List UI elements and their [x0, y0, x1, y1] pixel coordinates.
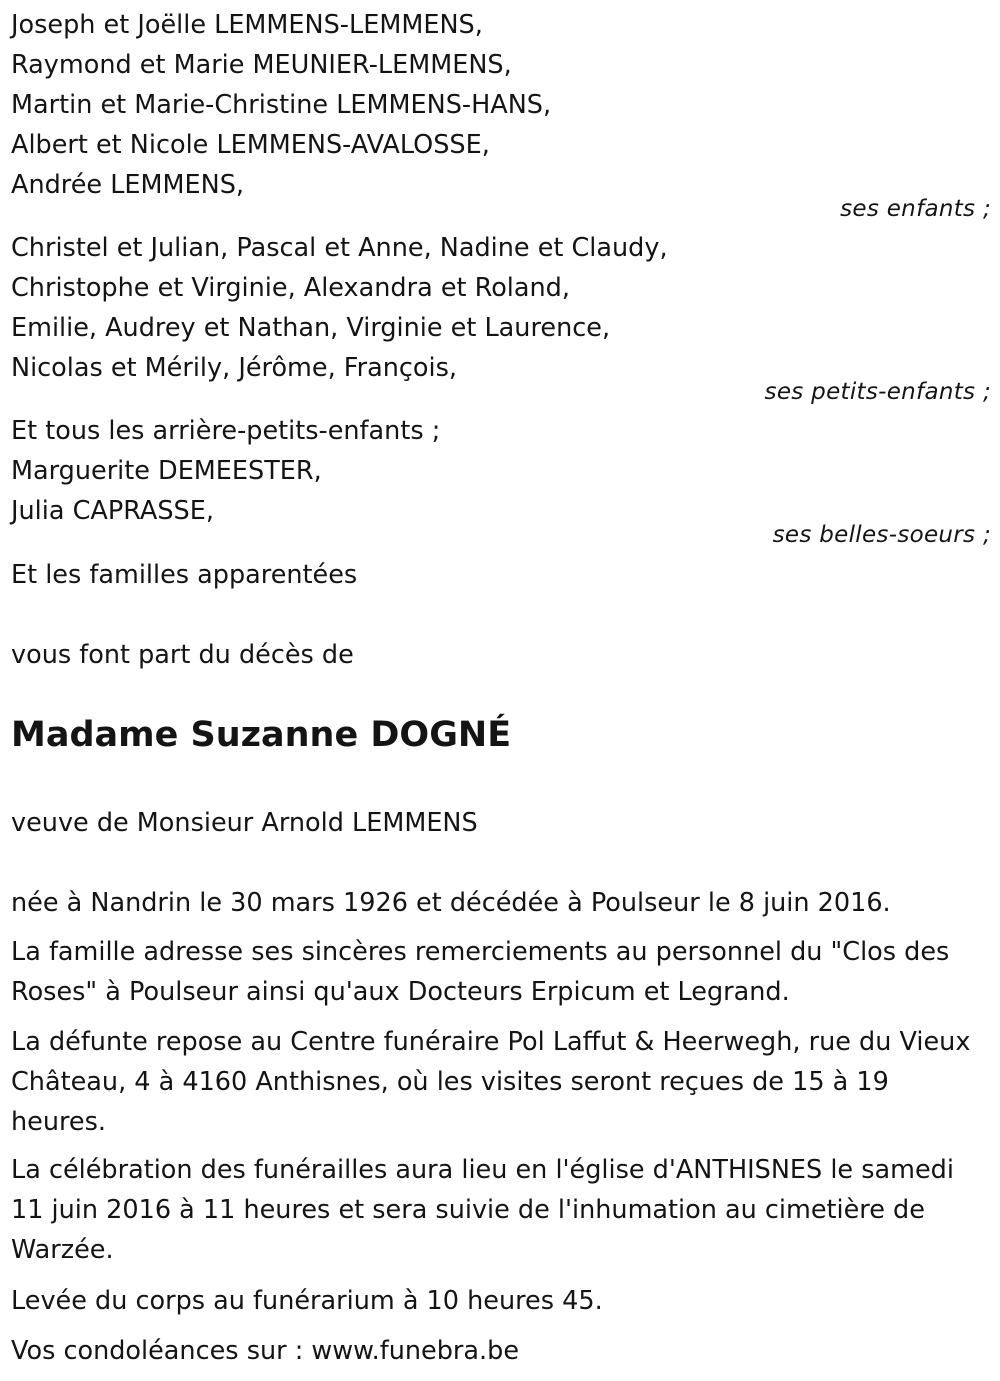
funeral-paragraph: La célébration des funérailles aura lieu en l'église d'ANTHISNES le samedi 11 juin 2016 à 11 heures et sera suivie de l'inhumation au cimetière de Warzée. [11, 1155, 954, 1265]
children-role: ses enfants ; [840, 196, 991, 222]
grandchildren-line-1: Christel et Julian, Pascal et Anne, Nadine et Claudy, [11, 233, 668, 263]
sisters-in-law-role: ses belles-soeurs ; [772, 522, 991, 548]
visitation-paragraph: La défunte repose au Centre funéraire Pol Laffut & Heerwegh, rue du Vieux Château, 4 à 4160 Anthisnes, où les visites seront reçues de 15 à 19 heures. [11, 1027, 971, 1137]
great-grandchildren-line: Et tous les arrière-petits-enfants ; [11, 416, 441, 446]
widow-of-line: veuve de Monsieur Arnold LEMMENS [11, 808, 478, 838]
procession-paragraph: Levée du corps au funérarium à 10 heures 45. [11, 1286, 603, 1316]
announce-line: vous font part du décès de [11, 640, 354, 670]
children-line-1: Joseph et Joëlle LEMMENS-LEMMENS, [11, 10, 483, 40]
sisters-in-law-line-1: Marguerite DEMEESTER, [11, 456, 322, 486]
birth-death-paragraph: née à Nandrin le 30 mars 1926 et décédée à Poulseur le 8 juin 2016. [11, 888, 891, 918]
condolences-paragraph: Vos condoléances sur : www.funebra.be [11, 1336, 520, 1366]
sisters-in-law-line-2: Julia CAPRASSE, [11, 496, 214, 526]
thanks-paragraph: La famille adresse ses sincères remerciements au personnel du "Clos des Roses" à Poulseur ainsi qu'aux Docteurs Erpicum et Legrand. [11, 937, 950, 1007]
grandchildren-role: ses petits-enfants ; [764, 379, 991, 405]
families-line: Et les familles apparentées [11, 560, 358, 590]
children-line-3: Martin et Marie-Christine LEMMENS-HANS, [11, 90, 552, 120]
grandchildren-line-3: Emilie, Audrey et Nathan, Virginie et Laurence, [11, 313, 611, 343]
grandchildren-line-2: Christophe et Virginie, Alexandra et Roland, [11, 273, 570, 303]
children-line-2: Raymond et Marie MEUNIER-LEMMENS, [11, 50, 512, 80]
children-line-4: Albert et Nicole LEMMENS-AVALOSSE, [11, 130, 490, 160]
grandchildren-line-4: Nicolas et Mérily, Jérôme, François, [11, 353, 457, 383]
deceased-name: Madame Suzanne DOGNÉ [11, 715, 512, 755]
children-line-5: Andrée LEMMENS, [11, 170, 244, 200]
